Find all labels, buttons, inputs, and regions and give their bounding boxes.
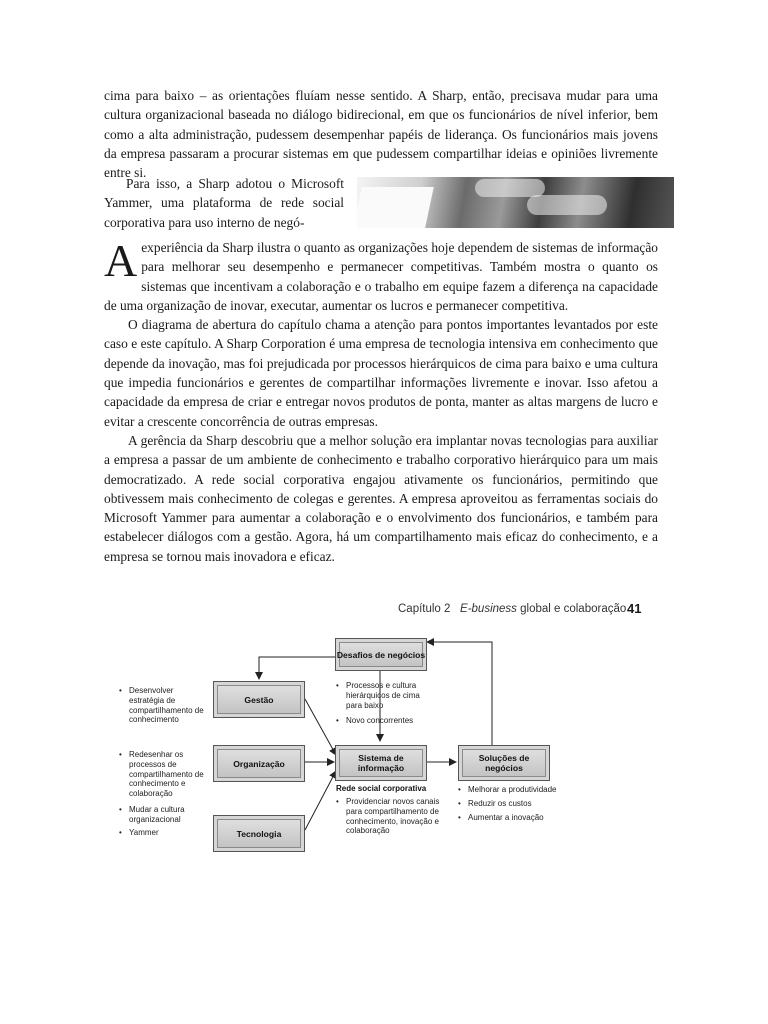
sistema-bullets [336, 797, 446, 842]
box-desafios: Desafios de negócios [335, 638, 427, 671]
paragraph-1-text: experiência da Sharp ilustra o quanto as organizações hoje dependem de sistemas de informação para melhorar seu desempenho e permanecer competitivas. Também mostra o quanto os sistemas que incentivam a colaboração e o trabalho em equipe fazem a diferença na capacidade de uma organização de inovar, executar, aumentar os lucros e permanecer competitiva. [104, 240, 658, 313]
box-gestao: Gestão [213, 681, 305, 718]
chapter-label: Capítulo 2 [398, 603, 451, 615]
page-number: 41 [627, 601, 642, 616]
paragraph-top: cima para baixo – as orientações fluíam nesse sentido. A Sharp, então, precisava mudar para uma cultura organizacional baseada no diálogo bidirecional, em que os funcionários de nível inferior, bem como a alta administração, pudessem desempenhar papéis de liderança. Os funcionários mais jovens da empresa passaram a procurar sistemas em que pudessem compartilhar ideias e opiniões livremente entre si. [104, 88, 658, 181]
arrow-desafios-gestao [259, 657, 335, 679]
list-item: • Mudar a cultura organizacional [119, 805, 205, 825]
list-item: • Reduzir os custos [458, 799, 578, 809]
list-item: • Desenvolver estratégia de compartilhamento de conhecimento [119, 686, 205, 725]
list-item: • Yammer [119, 828, 205, 838]
solucoes-bullets [458, 785, 578, 828]
list-item: • Redesenhar os processos de compartilhamento de conhecimento e colaboração [119, 750, 205, 799]
list-item: • Providenciar novos canais para compartilhamento de conhecimento, inovação e colaboração [336, 797, 446, 836]
arrow-gestao-sistema [305, 699, 336, 755]
list-item: • Aumentar a inovação [458, 813, 578, 823]
box-sistema: Sistema de informação [335, 745, 427, 781]
arrow-solucoes-desafios [427, 642, 492, 745]
organizacao-bullets [119, 750, 205, 831]
paragraph-2: O diagrama de abertura do capítulo chama a atenção para pontos importantes levantados por este caso e este capítulo. A Sharp Corporation é uma empresa de tecnologia intensiva em conhecimento que depende da inovação, mas foi prejudicada por processos hierárquicos de cima para baixo e uma cultura que impedia funcionários e gerentes de compartilhar informações livremente e inovar. Isso afetou a capacidade da empresa de criar e entregar novos produtos de ponta, manter as altas margens de lucro e evitar a crescente concorrência de outras empresas. [104, 317, 658, 429]
desafios-bullets [336, 681, 436, 732]
box-organizacao: Organização [213, 745, 305, 782]
arrow-tecnologia-sistema [305, 771, 336, 830]
list-item: • Processos e cultura hierárquicos de cima para baixo [336, 681, 436, 710]
list-item: • Melhorar a produtividade [458, 785, 578, 795]
gestao-bullets [119, 686, 205, 731]
sistema-label: Rede social corporativa [336, 784, 427, 793]
chapter-title-italic: E-business [460, 603, 517, 615]
list-item: • Novo concorrentes [336, 716, 436, 726]
paragraph-3: A gerência da Sharp descobriu que a melhor solução era implantar novas tecnologias para auxiliar a empresa a passar de um ambiente de conhecimento e trabalho corporativo hierárquico para um mais democratizado. A rede social corporativa engajou ativamente os funcionários, permitindo que obtivessem mais conhecimento de colegas e gerentes. A empresa aproveitou as ferramentas sociais do Microsoft Yammer para aumentar a colaboração e o envolvimento dos funcionários, e também para estabelecer diálogos com a gestão. Agora, há um compartilhamento mais eficaz do conhecimento, e a empresa se tornou mais inovadora e eficaz. [104, 432, 658, 564]
box-solucoes: Soluções de negócios [458, 745, 550, 781]
chapter-title-rest: global e colaboração [516, 603, 627, 615]
drop-cap: A [104, 235, 138, 286]
box-tecnologia: Tecnologia [213, 815, 305, 852]
paragraph-wrap: Para isso, a Sharp adotou o Microsoft Yammer, uma plataforma de rede social corporativa para uso interno de negó- [104, 176, 344, 230]
tecnologia-bullets [119, 828, 205, 844]
